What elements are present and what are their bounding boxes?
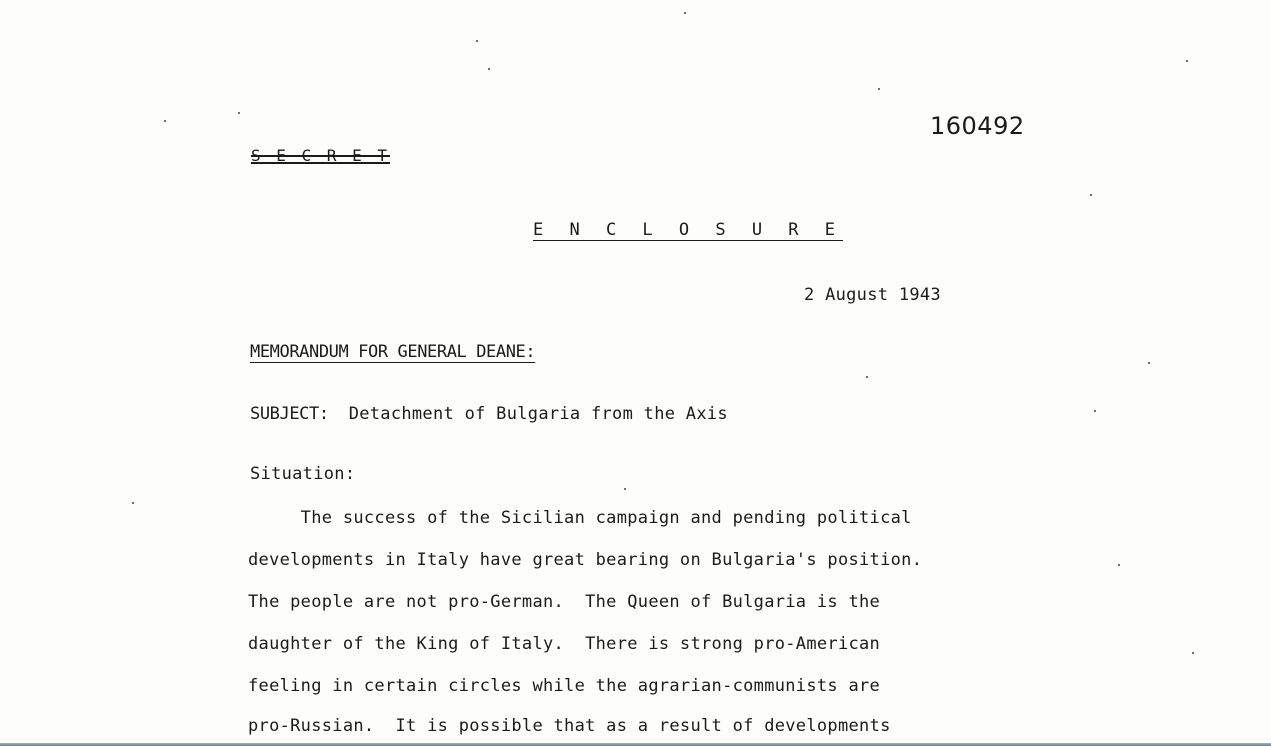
- classification-marking: S-E-C-R-E-T: [251, 146, 390, 165]
- scan-speck: [878, 88, 880, 90]
- scan-speck: [476, 40, 478, 42]
- memorandum-addressee: MEMORANDUM FOR GENERAL DEANE:: [250, 342, 536, 362]
- scan-speck: [1192, 652, 1194, 654]
- paragraph-line: pro-Russian. It is possible that as a result of developments: [248, 716, 891, 736]
- scan-speck: [1094, 410, 1096, 412]
- paragraph-line: developments in Italy have great bearing on Bulgaria's position.: [248, 550, 923, 570]
- paragraph-line: The people are not pro-German. The Queen of Bulgaria is the: [248, 592, 881, 612]
- section-label: Situation:: [250, 464, 356, 484]
- enclosure-heading: E N C L O S U R E: [533, 220, 843, 240]
- document-number: 160492: [930, 112, 1025, 140]
- scan-speck: [1148, 362, 1150, 364]
- scan-speck: [866, 376, 868, 378]
- scan-speck: [684, 12, 686, 14]
- scan-speck: [624, 488, 626, 490]
- scan-speck: [238, 112, 240, 114]
- scan-speck: [1090, 194, 1092, 196]
- scan-speck: [132, 502, 134, 504]
- subject-label: SUBJECT:: [250, 404, 329, 424]
- subject-line: [250, 404, 728, 424]
- paragraph-line: daughter of the King of Italy. There is strong pro-American: [248, 634, 881, 654]
- paragraph-line: The success of the Sicilian campaign and pending political: [248, 508, 912, 528]
- scan-speck: [488, 68, 490, 70]
- subject-text: Detachment of Bulgaria from the Axis: [348, 404, 728, 424]
- scan-speck: [164, 120, 166, 122]
- document-date: 2 August 1943: [804, 285, 941, 305]
- scan-speck: [1186, 60, 1188, 62]
- scan-speck: [1118, 564, 1120, 566]
- paragraph-line: feeling in certain circles while the agrarian-communists are: [248, 676, 881, 696]
